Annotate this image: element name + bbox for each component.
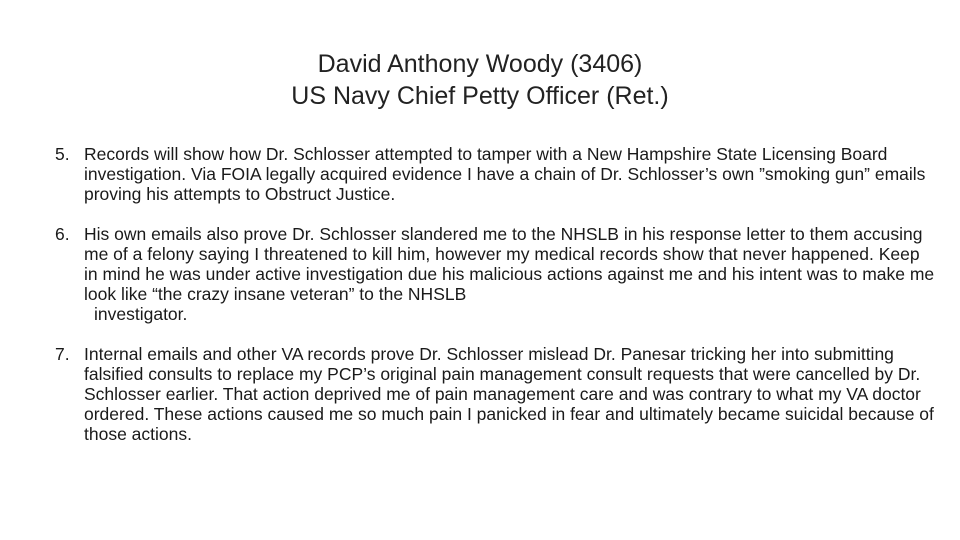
item-text: Internal emails and other VA records prove Dr. Schlosser mislead Dr. Panesar tricking her into submitting falsified consults to replace my PCP’s original pain management consult requests that were cancelled by Dr. Schlosser earlier. That action deprived me of pain management care and was contrary to what my VA doctor ordered. These actions caused me so much pain I panicked in fear and ultimately became suicidal because of those actions.	[84, 344, 934, 444]
item-number: 5.	[55, 144, 70, 164]
title-line-rank: US Navy Chief Petty Officer (Ret.)	[291, 82, 669, 110]
list-item	[55, 344, 935, 444]
slide-title	[180, 48, 780, 112]
numbered-list	[55, 144, 935, 463]
item-continuation: investigator.	[94, 304, 188, 324]
list-item	[55, 224, 935, 324]
item-number: 7.	[55, 344, 70, 364]
list-item	[55, 144, 935, 204]
title-line-name: David Anthony Woody (3406)	[317, 50, 643, 78]
item-text: Records will show how Dr. Schlosser attempted to tamper with a New Hampshire State Licensing Board investigation. Via FOIA legally acquired evidence I have a chain of Dr. Schlosser’s own ”smoking gun” emails proving his attempts to Obstruct Justice.	[84, 144, 926, 204]
item-number: 6.	[55, 224, 70, 244]
item-text: His own emails also prove Dr. Schlosser slandered me to the NHSLB in his response letter to them accusing me of a felony saying I threatened to kill him, however my medical records show that never happened. Keep in mind he was under active investigation due his malicious actions against me and his intent was to make me look like “the crazy insane veteran” to the NHSLB	[84, 224, 935, 304]
